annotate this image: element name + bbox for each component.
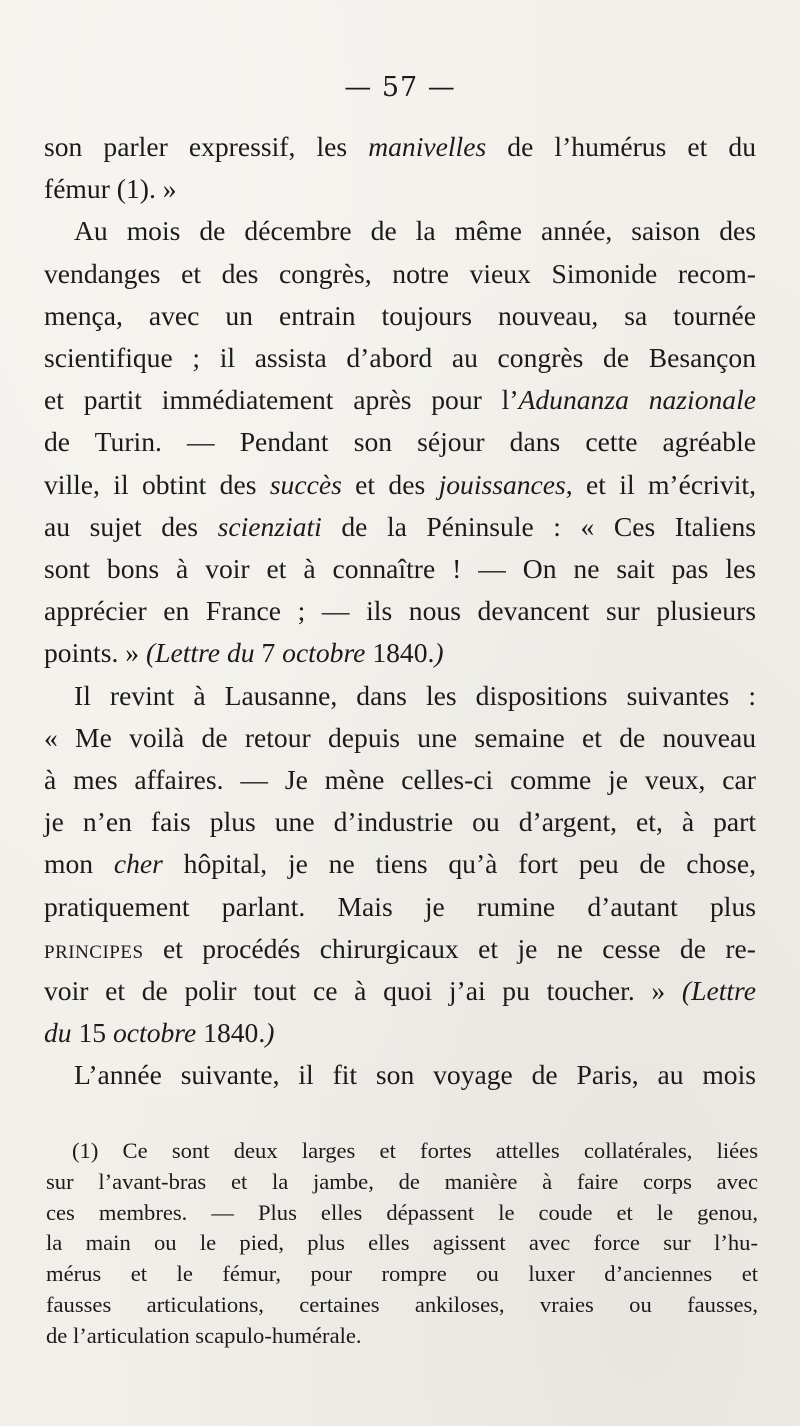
italic-text: (Lettre [681,975,756,1007]
text-run: , et il m’écrivit, [565,468,756,500]
body-line [44,168,756,210]
small-caps-text: principes [44,932,144,964]
italic-text: ) [265,1017,275,1049]
body-line [44,632,756,674]
body-line [44,717,756,759]
italic-text: scienziati [217,510,322,542]
body-line [44,253,756,295]
body-line [44,970,756,1012]
text-run: fausses articulations, certaines ankiloses, vraies ou fausses, [46,1291,758,1317]
text-run: voir et de polir tout ce à quoi j’ai pu toucher. » [44,975,682,1007]
body-line [44,928,756,970]
body-line [44,464,756,506]
footnote-line [46,1259,758,1290]
body-line [44,843,756,885]
body-line [44,886,756,928]
italic-text: (Lettre du [145,637,255,669]
footnote [46,1136,758,1352]
italic-text: du [44,1017,72,1049]
text-run: 15 [71,1017,113,1049]
text-run: je n’en fais plus une d’industrie ou d’argent, et, à part [44,806,756,838]
body-line [44,421,756,463]
text-run: et partit immédiatement après pour l’ [44,384,519,416]
text-run: la main ou le pied, plus elles agissent avec force sur l’hu- [46,1230,758,1256]
body-line [44,675,756,717]
text-run: (1) Ce sont deux larges et fortes attelles collatérales, liées [72,1138,758,1163]
text-run: hôpital, je ne tiens qu’à fort peu de chose, [162,848,756,880]
text-run: 7 [254,637,283,669]
text-run: de l’articulation scapulo-humérale. [46,1322,362,1348]
italic-text: Adunanza nazionale [518,384,757,416]
footnote-line [46,1136,758,1167]
text-run: apprécier en France ; — ils nous devancent sur plusieurs [44,595,756,627]
text-run: ville, il obtint des [44,468,270,500]
body-line [44,590,756,632]
body-line [44,1012,756,1054]
body-line [44,126,756,168]
text-run: son parler expressif, les [44,131,369,162]
footnote-line [46,1167,758,1198]
text-run: sont bons à voir et à connaître ! — On ne sait pas les [44,553,756,585]
footnote-line [46,1290,758,1321]
italic-text: cher [113,848,163,880]
text-run: points. » [44,637,146,669]
text-run: « Me voilà de retour depuis une semaine et de nouveau [44,721,756,753]
text-run: au sujet des [44,510,218,542]
text-run: de l’humérus et du [486,131,756,162]
text-run: à mes affaires. — Je mène celles-ci comme je veux, car [44,764,756,796]
italic-text: octobre [112,1017,197,1049]
text-run: mença, avec un entrain toujours nouveau, sa tournée [44,299,756,331]
footnote-line [46,1321,758,1352]
footnote-line [46,1228,758,1259]
page-number: — 57 — [344,72,456,103]
body-line [44,506,756,548]
text-run: scientifique ; il assista d’abord au congrès de Besançon [44,342,756,374]
text-run: L’année suivante, il fit son voyage de Paris, au mois [74,1059,756,1091]
body-line [44,337,756,379]
body-line [44,295,756,337]
italic-text: succès [269,468,342,500]
text-run: Au mois de décembre de la même année, saison des [74,215,756,247]
body-line [44,548,756,590]
text-run: et procédés chirurgicaux et je ne cesse de re- [143,932,756,964]
footnote-line [46,1198,758,1229]
text-run: Il revint à Lausanne, dans les dispositions suivantes : [74,679,756,711]
italic-text: manivelles [368,131,487,162]
text-run: 1840. [365,637,435,669]
text-run: de la Péninsule : « Ces Italiens [321,510,757,542]
text-run: 1840. [196,1017,266,1049]
body-line [44,379,756,421]
body-line [44,759,756,801]
text-run: et des [341,468,439,500]
body-text [44,126,756,1097]
text-run: pratiquement parlant. Mais je rumine d’autant plus [44,890,756,922]
body-line [44,1054,756,1096]
body-line [44,210,756,252]
text-run: ces membres. — Plus elles dépassent le coude et le genou, [46,1199,758,1225]
italic-text: jouissances [438,468,566,500]
italic-text: octobre [282,637,366,669]
body-line [44,801,756,843]
text-run: mérus et le fémur, pour rompre ou luxer d’anciennes et [46,1261,758,1287]
text-run: fémur (1). » [44,173,177,205]
text-run: sur l’avant-bras et la jambe, de manière à faire corps avec [46,1168,758,1194]
text-run: de Turin. — Pendant son séjour dans cette agréable [44,426,756,458]
text-run: vendanges et des congrès, notre vieux Simonide recom- [44,257,756,289]
text-run: mon [44,848,114,880]
italic-text: ) [434,637,444,669]
